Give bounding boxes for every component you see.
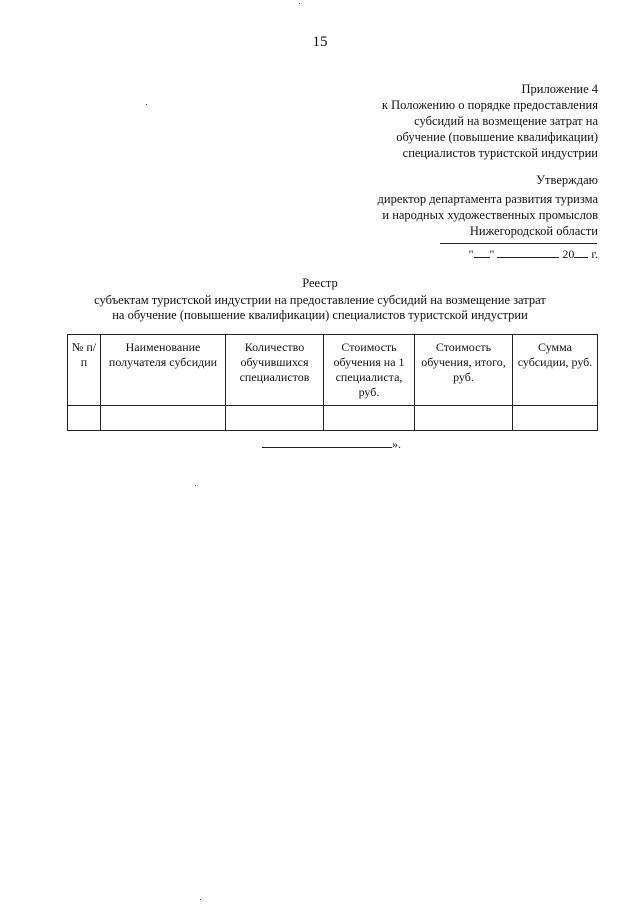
col-trained-count: Количество обучившихся специалистов	[226, 335, 324, 406]
table-cell[interactable]	[513, 406, 598, 431]
year-blank	[574, 246, 588, 258]
scan-speck	[146, 104, 147, 105]
col-cost-per-specialist: Стоимость обучения на 1 специалиста, руб.	[324, 335, 415, 406]
table-cell[interactable]	[324, 406, 415, 431]
registry-title: Реестр	[302, 276, 338, 290]
approval-date	[469, 246, 598, 262]
day-blank	[474, 246, 490, 258]
registry-subtitle-2: на обучение (повышение квалификации) специалистов туристской индустрии	[112, 308, 528, 322]
annex-line: к Положению о порядке предоставления	[381, 98, 598, 112]
scan-speck	[200, 899, 201, 900]
month-blank	[497, 246, 559, 258]
scan-speck	[299, 3, 300, 4]
table-cell[interactable]	[226, 406, 324, 431]
page-number: 15	[312, 34, 328, 50]
col-subsidy-amount: Сумма субсидии, руб.	[513, 335, 598, 406]
annex-block	[298, 81, 598, 161]
date-open-quote: "	[468, 247, 474, 261]
closing-line	[262, 437, 401, 452]
table-cell[interactable]	[101, 406, 226, 431]
annex-line: специалистов туристской индустрии	[402, 146, 598, 160]
signature-line	[440, 243, 597, 244]
annex-line: субсидий на возмещение затрат на	[414, 114, 598, 128]
approval-block	[298, 172, 598, 239]
approval-line: директор департамента развития туризма	[377, 192, 598, 206]
closing-mark: ».	[392, 437, 401, 451]
approval-heading: Утверждаю	[536, 173, 598, 187]
registry-heading	[0, 276, 640, 323]
approval-line: Нижегородской области	[469, 224, 598, 238]
annex-line: обучение (повышение квалификации)	[396, 130, 598, 144]
col-cost-total: Стоимость обучения, итого, руб.	[415, 335, 513, 406]
approval-line: и народных художественных промыслов	[382, 208, 598, 222]
date-close-quote: "	[489, 247, 495, 261]
col-recipient: Наименование получателя субсидии	[101, 335, 226, 406]
registry-subtitle-1: субъектам туристской индустрии на предоставление субсидий на возмещение затрат	[94, 293, 546, 307]
col-number: № п/п	[68, 335, 101, 406]
year-prefix: 20	[562, 247, 575, 261]
table-header-row	[68, 335, 598, 406]
table-cell[interactable]	[68, 406, 101, 431]
year-suffix: г.	[591, 247, 598, 261]
registry-table	[67, 334, 598, 431]
table-row	[68, 406, 598, 431]
table-cell[interactable]	[415, 406, 513, 431]
annex-title: Приложение 4	[521, 82, 598, 96]
scan-speck	[195, 485, 196, 486]
closing-blank	[262, 438, 392, 448]
